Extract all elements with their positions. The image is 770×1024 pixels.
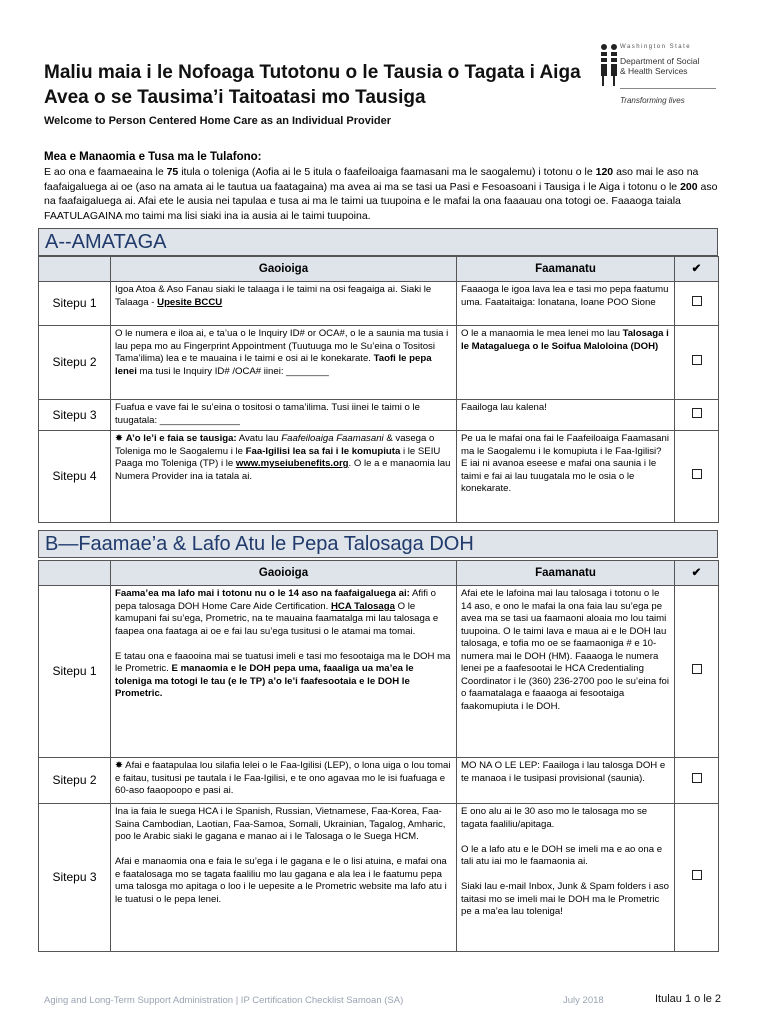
step-label: Sitepu 1: [39, 282, 111, 326]
task-italic: Faafeiloaiga Faamasani: [281, 433, 384, 444]
page-number: Itulau 1 o le 2: [655, 993, 722, 1005]
checkbox-cell: [675, 804, 719, 952]
logo-department: [620, 56, 699, 76]
intro-text-3: aso mai le aso na faafaigaluega ai oe (aso na amata ai le tautua ua faatagaina) ma avea ai ma se tasi ua Pasi e Fesoasoani i Tausiga i le Aiga i totonu o le: [44, 166, 699, 193]
step-label: Sitepu 3: [39, 400, 111, 431]
intro-days-120: 120: [595, 166, 614, 178]
checkbox-cell: [675, 586, 719, 758]
checkbox-cell: [675, 758, 719, 804]
logo-dept-line1: Department of Social: [620, 56, 700, 66]
task-text: O le numera e iloa ai, e ta’ua o le Inquiry ID# or OCA#, o le a saunia ma tusia i lau pepa mo au Fingerprint Appointment (Tuutuuga mo le Su’eina o Tositosi Tama’ilima) lea e te mauaina i le taimi e osi ai le konekarate.: [115, 328, 449, 364]
section-b-header: B—Faamae’a & Lafo Atu le Pepa Talosaga DOH: [38, 530, 718, 558]
task-emphasis: Faama’ea ma lafo mai i totonu nu o le 14 aso na faafaigaluega ai:: [115, 588, 410, 599]
task-cell: [111, 431, 457, 523]
step-column-header: [39, 561, 111, 586]
checkbox-cell: [675, 400, 719, 431]
intro-days-200: 200: [680, 180, 698, 193]
logo-dept-line2: & Health Services: [620, 66, 688, 76]
table-row: [39, 758, 719, 804]
myseiubenefits-link[interactable]: www.myseiubenefits.org: [235, 458, 349, 469]
task-cell: [111, 586, 457, 758]
page-title: Maliu maia i le Nofoaga Tutotonu o le Tausia o Tagata i Aiga Avea o se Tausima’i Taitoatasi mo Tausiga: [44, 62, 581, 108]
table-row: [39, 282, 719, 326]
task-emphasis: Taofi le pepa lenei: [115, 353, 432, 377]
task-cell: [111, 326, 457, 400]
section-a-header: A--AMATAGA: [38, 228, 718, 256]
task-cell: ✸ Afai e faatapulaa lou silafia lelei o le Faa-Igilisi (LEP), o lona uiga o lou tomai e faitau, tusitusi pe tautala i le Faa-Igilisi, e te ono agavaa mo le isi fuafuaga e 60-aso faaopoopo e pasi ai.: [111, 758, 457, 804]
section-b-table: [38, 560, 719, 952]
resource-cell: [457, 326, 675, 400]
step-label: Sitepu 2: [39, 326, 111, 400]
task-text: Igoa Atoa & Aso Fanau siaki le talaaga i le taimi na osi feagaiga ai. Siaki le Talaaga -: [115, 284, 432, 308]
bccu-website-link[interactable]: Upesite BCCU: [157, 296, 223, 308]
task-text: Ina ia faia le suega HCA i le Spanish, Russian, Vietnamese, Faa-Korea, Faa-Saina Cambodian, Laotian, Faa-Samoa, Somali, Ukrainian, Tagalog, Amharic, poo le Arabic siaki le gagana e manao ai i le Talosaga o le Suega HCM.: [115, 806, 446, 842]
intro-text-2: itula o toleniga (Aofia ai le 5 itula o faafeiloaiga faamasani ma le saogalemu) i totonu o le: [178, 166, 596, 178]
resource-cell: Afai ete le lafoina mai lau talosaga i totonu o le 14 aso, e ono le mafai la ona faia lau su’ega pe avea ma se tasi ua faamaoni aloaia mo lou taimi tuupoina. O le taimi lava e maua ai e le DOH lau talosaga, e tofia mo oe se faamaoniga # e 10-numera mai le DOH (HM). Faaaoga le numera lenei pe a faafesootai le HCA Credentialing Coordinator i le (360) 236-2700 poo le su’eina foi o faamatalaga e faaaoga ai fesootaiga faakomupiuta i le DOH.: [457, 586, 675, 758]
task-text: Afifi o pepa talosaga DOH Home Care Aide Certification.: [115, 588, 436, 612]
checkbox-cell: [675, 326, 719, 400]
table-row: [39, 804, 719, 952]
footer-date: July 2018: [563, 995, 604, 1006]
task-cell: [111, 282, 457, 326]
task-emphasis-2: Faa-Igilisi lea sa fai i le komupiuta: [245, 445, 401, 457]
task-text-2: Afai e manaomia ona e faia le su’ega i le gagana e le o lisi atuina, e mafai ona e faatalosaga mo se tagata faaliliu mo lau gagana e ala lea i le faatumu pepa uma talosga mo apitaga o loo i le uepesite a le Prometric website ma lafo atu i le tuatusi o le pepa lenei.: [115, 856, 447, 905]
task-text-2: & vasega o Toleniga mo le Saogalemu i le: [115, 433, 435, 457]
task-text-2: ma tusi le Inquiry ID# /OCA# iinei: ________: [136, 365, 329, 377]
logo-tagline: Transforming lives: [620, 96, 685, 105]
footer-left: Aging and Long-Term Support Administration | IP Certification Checklist Samoan (SA): [44, 995, 404, 1006]
step-column-header: [39, 257, 111, 282]
checkbox[interactable]: [692, 870, 702, 880]
dshs-logo: [598, 40, 738, 110]
task-text-2: O le kamupani fai su’ega, Prometric, na te mauaina faamatalga mi lau talosaga e faapea ona faataga ai oe e fai lau su’ega tusitusi o le atamai ma tomai.: [115, 600, 439, 637]
resource-text: O le a manaomia le mea lenei mo lau: [461, 328, 623, 339]
resource-emphasis: Talosaga i le Matagaluega o le Soifua Maloloina (DOH): [461, 328, 669, 352]
resource-cell: Faaaoga le igoa lava lea e tasi mo pepa faatumu uma. Faataitaiga: Ionatana, Ioane POO Sione: [457, 282, 675, 326]
check-column-header: ✔: [675, 257, 719, 282]
task-column-header: Gaoioiga: [111, 257, 457, 282]
section-b-header-row: [39, 561, 719, 586]
checkbox-cell: [675, 431, 719, 523]
checkbox[interactable]: [692, 296, 702, 306]
subtitle: Welcome to Person Centered Home Care as an Individual Provider: [44, 115, 392, 127]
table-row: [39, 400, 719, 431]
task-text-3: i le SEIU Paaga mo Toleniga (TP) i le: [115, 445, 441, 469]
intro-text-4: aso na faafaigaluega ai. Afai ete le ausia nei tapulaa e tusa ai ma le taimi ua tuupoina e le mafai la ona faaauau ona totogi oe. Faaaoga taiala FAATULAGAINA mo taimi ma lisi siaki ina ia ausia ai le taimi tuupoina.: [44, 180, 718, 222]
step-label: Sitepu 4: [39, 431, 111, 523]
step-label: Sitepu 3: [39, 804, 111, 952]
table-row: [39, 586, 719, 758]
resource-text-2: O le a lafo atu e le DOH se imeli ma e ao ona e tali atu iai mo le faamaonia ai.: [461, 843, 663, 867]
resource-text-3: Siaki lau e-mail Inbox, Junk & Spam folders i aso taitasi mo se imeli mai le DOH ma le Prometric pe a ma’ea lau toleniga!: [461, 881, 669, 917]
task-cell: Fuafua e vave fai le su’eina o tositosi o tama’ilima. Tusi iinei le taimi o le tuugatala: _______________: [111, 400, 457, 431]
resource-column-header: Faamanatu: [457, 561, 675, 586]
task-emphasis-2: E manaomia e le DOH pepa uma, faaaliga ua ma’ea le toleniga ma totogi le tau (e le TP) a’o le’i faafesootaia e le DOH le Prometric.: [115, 663, 414, 699]
resource-cell: [457, 804, 675, 952]
resource-text: E ono alu ai le 30 aso mo le talosaga mo se tagata faaliliu/apitaga.: [461, 806, 648, 830]
logo-rule: [620, 88, 716, 89]
step-label: Sitepu 1: [39, 586, 111, 758]
checkbox[interactable]: [692, 355, 702, 365]
resource-cell: Faailoga lau kalena!: [457, 400, 675, 431]
checkbox[interactable]: [692, 773, 702, 783]
task-text-3: E tatau ona e faaooina mai se tuatusi imeli e tasi mo fesootaiga ma le DOH ma le Prometric.: [115, 650, 451, 674]
section-a-table: [38, 256, 719, 523]
logo-state: Washington State: [620, 44, 692, 50]
table-row: [39, 431, 719, 523]
checkbox[interactable]: [692, 469, 702, 479]
check-column-header: ✔: [675, 561, 719, 586]
intro-body: [44, 165, 724, 223]
intro-text-1: E ao ona e faamaeaina le: [44, 166, 167, 178]
resource-column-header: Faamanatu: [457, 257, 675, 282]
checkbox[interactable]: [692, 408, 702, 418]
task-cell: [111, 804, 457, 952]
checkbox-cell: [675, 282, 719, 326]
task-column-header: Gaoioiga: [111, 561, 457, 586]
task-emphasis: A’o le’i e faia se tausiga:: [125, 433, 237, 444]
step-label: Sitepu 2: [39, 758, 111, 804]
dshs-people-icon: [598, 42, 620, 88]
hca-application-link[interactable]: HCA Talosaga: [330, 600, 395, 612]
table-row: [39, 326, 719, 400]
section-a-header-row: [39, 257, 719, 282]
task-text-4: . O le a e manaomia lau Numera Provider ina ia tatala ai.: [115, 458, 451, 482]
intro-heading: Mea e Manaomia e Tusa ma le Tulafono:: [44, 151, 262, 163]
star-icon: ✸: [115, 433, 126, 444]
intro-hours-75: 75: [166, 166, 179, 178]
resource-cell: Pe ua le mafai ona fai le Faafeiloaiga Faamasani ma le Saogalemu i le komupiuta i le Faa-Igilisi? E iai ni avanoa eseese e mafai ona saunia i le taimi e fai ai lau tuugatala mo le osia o le konekarate.: [457, 431, 675, 523]
resource-cell: MO NA O LE LEP: Faailoga i lau talosga DOH e te manaoa i le tusipasi provisional (saunia).: [457, 758, 675, 804]
task-text: Avatu lau: [236, 433, 282, 444]
checkbox[interactable]: [692, 664, 702, 674]
